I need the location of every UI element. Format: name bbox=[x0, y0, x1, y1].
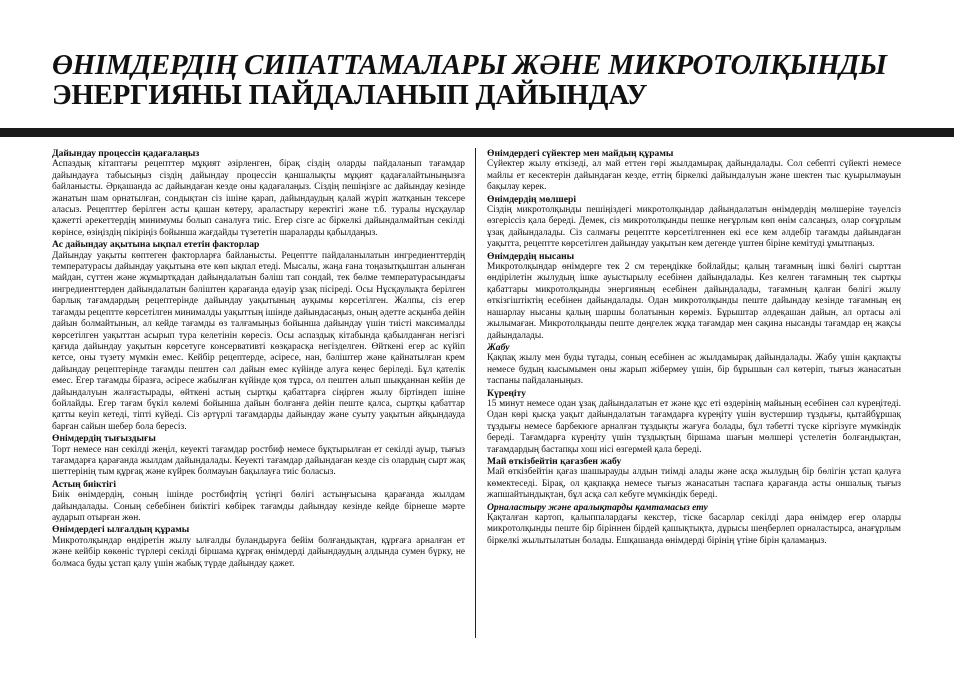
section-body: Май өткізбейтін қағаз шашырауды алдын тиімді алады және асқа жылудың бір бөлігін ұстап қалуға көмектеседі. Бірақ, ол қақпаққа немесе тығыз жанасатын таспаға қарағанда асты оншалық тығыз жапшайтындықтан, бұл асқа сәл кебуге мүмкіндік береді. bbox=[487, 467, 901, 501]
section-heading: Өнімдердегі ылғалдың құрамы bbox=[52, 524, 190, 536]
section-heading: Орналастыру және аралықтарды қамтамасыз ету bbox=[487, 501, 708, 513]
section-heading: Өнімдердің нысаны bbox=[487, 250, 575, 262]
section-body: 15 минут немесе одан ұзақ дайындалатын ет және құс еті өздерінің майының есебінен сәл күреңітеді. Одан көрі қысқа уақыт дайындалатын тағамдарға күреңіту үшін вустершир тұздығы, қытайбұршақ тұздығы немесе барбекюге арналған тұздықты жағуға болады, бұл тәбетті түске кіргізуге мүмкіндік береді. Тағамдарға күреңіту үшін тұздықтың біршама шағын мөлшері үстелетін болғандықтан, тағамдардың бастапқы хош иісі өзгермей қала береді. bbox=[487, 398, 901, 455]
section-heading: Ас дайындау ақытына ықпал ететін факторлар bbox=[52, 239, 260, 251]
section-body: Қақталған картоп, қалыппалардағы кекстер, тіске басарлар секілді дара өнімдер егер оларды микротолқынды пеште бір біріннен бірдей қашықтықта, дұрысы шеңберлеп орналастырса, анағұрлым біркелкі жылытылатын болады. Ешқашанда өнімдерді бірінің үтіне бірін қаламаңыз. bbox=[487, 513, 901, 546]
section-body: Сіздің микротолқынды пешіңіздегі микротолқындар дайындалатын өнімдердің мөлшеріне тәуелсіз өзгерiссiз қала береді. Демек, сіз микротолқынды пешке неғұрлым көп өнім салсаңыз, олар соғұрлым ұзақ дайындалады. Сіз салмағы рецептте көрсетілгеннен екі есе кем әлдебір тағамды дайындаған уақытта, рецептте көрсетілген дайындау уақытын кем дегенде үштен біріне кемітуді ұмытпаңыз. bbox=[487, 205, 901, 250]
left-column bbox=[52, 148, 465, 638]
section-body: Сүйектер жылу өткізеді, ал май еттен гөрі жылдамырақ дайындалады. Сол себепті сүйекті немесе майлы ет кесектерін дайындаған кезде, еттің біркелкі дайындалуын және шектен тыс қуырылмауын бақылау керек. bbox=[487, 159, 901, 193]
section-heading: Май өткізбейтін қағазбен жабу bbox=[487, 455, 622, 467]
section-heading: Астың биіктігі bbox=[52, 478, 116, 490]
page-title bbox=[52, 50, 932, 110]
column-divider bbox=[475, 148, 476, 638]
title-line-2: ЭНЕРГИЯНЫ ПАЙДАЛАНЫП ДАЙЫНДАУ bbox=[52, 79, 648, 111]
section-body: Қақпақ жылу мен буды тұтады, соның есебінен ас жылдамырақ дайындалады. Жабу үшін қақпақты немесе будың кысымымен оны жарып жібермеу үшін, бір бұрышын сәл көтеріп, тығыз жанасатын таспаны пайдаланыңыз. bbox=[487, 353, 901, 387]
section-heading: Өнімдердегі сүйектер мен майдың құрамы bbox=[487, 148, 674, 159]
section-body: Аспаздық кітаптағы рецепттер мұқият әзірленген, бірақ сіздің оларды пайдаланып тағамдар дайындауға табысыңыз сіздің дайындау процессін қаншалықты мұқият қадағалайтыныңызға байланысты. Әрқашанда ас дайындаған кезде оны қадағалаңыз. Сіздің пешіңізге ас дайындау кезінде жанатын шам орнатылған, сондықтан сіз ішіне қарап, дайындаудың қалай жүріп жатқанын тексере аласыз. Рецепттер берілген асты қашан көтеру, араластыру керектігі және т.б. туралы нұсқаулар қажетті әрекеттердің минимумы болып саналуға тиіс. Егер сізге ас біркелкі дайындалмайтын секілді көрінсе, өзіңіздің пікіріңіз бойынша жағдайды түзететін шараларды қабылдаңыз. bbox=[52, 159, 465, 238]
section-heading: Өнімдердің тығыздығы bbox=[52, 433, 156, 445]
section-heading: Өнімдердің мөлшері bbox=[487, 193, 577, 205]
section-body: Микротолқындар өндіретін жылу ылғалды буландыруға бейім болғандықтан, құрғаға арналған ет және кейбір көкөніс түрлері секілді біршама құрғақ өнімдерді дайындаудың алдында сумен бүрку, не болмаса буды ұстап қалу үшін жабық түрде дайындау қажет. bbox=[52, 535, 465, 569]
title-rule bbox=[0, 128, 954, 137]
title-line-1: ӨНІМДЕРДІҢ СИПАТТАМАЛАРЫ ЖӘНЕ МИКРОТОЛҚЫНДЫ bbox=[52, 49, 887, 81]
section-body: Биік өнімдердің, соның ішінде ростбифтің үстіңгі бөлігі астыңғысына қарағанда жылдам дайындалады. Соның себебінен биіктігі көбірек тағамды дайындау кезінде кейде бірнеше мәрте аударып отырған жөн. bbox=[52, 490, 465, 523]
section-heading: Жабу bbox=[487, 341, 510, 353]
section-heading: Дайындау процессін қадағалаңыз bbox=[52, 148, 200, 159]
section-heading: Күреңіту bbox=[487, 387, 526, 399]
right-column bbox=[487, 148, 901, 588]
section-body: Торт немесе нан секілді жеңіл, кеуекті тағамдар ростбиф немесе бұқтырылған ет секілді ауыр, тығыз тағамдарға қарағанда жылдам дайындалады. Кеуекті тағамдар дайындаған кезде сіз олардың сырт жақ шеттерінің тым құрғақ және күйрек болмауын бақылауға тиіс боласыз. bbox=[52, 444, 465, 478]
section-body: Микротолқындар өнімдерге тек 2 см тереңдікке бойлайды; қалың тағамның ішкі бөлігі сырттан өндірілетін жылудың ішке ауыстырылу есебінен дайындалады. Кез келген тағамның тек сыртқы қабаттары микротолқынды энергияның есебінен дайындалады, тағамның қалған бөлігі жылу өткізгіштіктің есебінен дайындалады. Одан микротолқынды пеште дайындау кезінде тағамның ең нашарлау нысаны қалың шаршы болатынын көреміз. Бұрыштар әлдеқашан дайын, ал ортасы әлі жылымаған. Микротолқынды пеште дөңгелек жұқа тағамдар мен сақина нысанды тағамдар ең жақсы дайындалады. bbox=[487, 262, 901, 341]
section-body: Дайындау уақыты көптеген факторларға байланысты. Рецептте пайдаланылатын ингредиенттердің температурасы дайындау уақытына өте көп ықпал етеді. Мысалы, жаңа ғана тоңазытқыштан алынған майдан, сүттен және жұмыртқадан дайындалатын бәліш тап сондай, тек бөлме температурасындағы ингредиенттерден дайындалатын бәліштен қарағанда едәуір ұзақ пісіреді. Осы Нұсқаулықта берілген барлық тағамдардың рецептерінде дайындау уақытының ауқымы көрсетілген. Жалпы, сіз егер тағамды рецептте көрсетілген минималды уақыттың ішінде дайындасаңыз, оның әдетте асқынба дейін дайын болмайтынын, ал кейде тағамды өз талғамыңыз бойынша дайындау үшін тиісті максималды көрсетілген уақыттан асырып тура келетінін көресіз. Осы аспаздық кітабында қабылданған негізгі қағида дайындау уақытын көрсетуге консервативті көзқарасқа негізделген. Өйткені егер ас күйіп кетсе, оны түзету мүмкін емес. Кейбір рецептерде, әсіресе, нан, бәліштер және қайнатылған крем дайындау рецептерінде тағамды пештен сәл дайын емес күйінде алуға кеңес беріледі. Бұл қателік емес. Егер тағамды біразға, әсіресе жабылған күйінде қоя тұрса, ол пештен алып шыққаннан кейін де дайындалуын жалғастырады, өйткені астың сыртқы қабаттарға сіңірген жылу біртіндеп ішіне бойлайды. Егер тағам бүкіл көлемі бойынша дайын болғанға дейін пеште қалса, сыртқы қабаттар қатты кеуіп кетеді, тіпті күйеді. Сіз әртүрлі тағамдарды дайындау және суыту уақытын айқындауда барған сайын шебер бола бересіз. bbox=[52, 250, 465, 432]
